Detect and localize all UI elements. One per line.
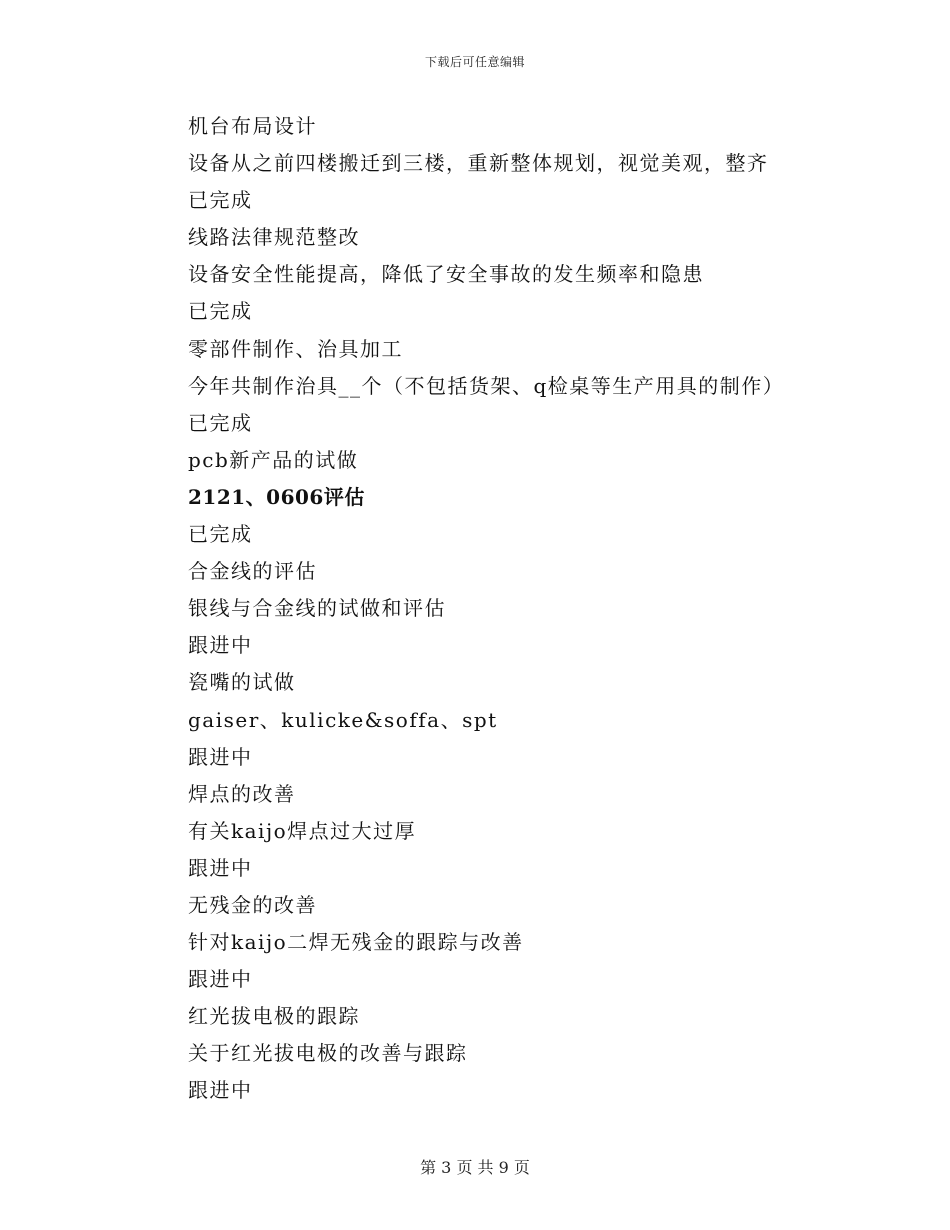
- text-line: 合金线的评估: [188, 559, 317, 584]
- text-line: 瓷嘴的试做: [188, 670, 296, 695]
- text-line: 跟进中: [188, 967, 253, 992]
- text-line: 跟进中: [188, 855, 253, 880]
- text-line: 已完成: [188, 522, 253, 547]
- text-line: 银线与合金线的试做和评估: [188, 596, 446, 621]
- document-body: [188, 108, 888, 1110]
- text-line: 机台布局设计: [188, 114, 317, 138]
- text-line: 跟进中: [188, 1078, 253, 1103]
- text-line: 无残金的改善: [188, 892, 317, 917]
- text-line: 零部件制作、治具加工: [188, 336, 403, 361]
- page-footer: 第 3 页 共 9 页: [420, 1158, 530, 1177]
- text-line: 已完成: [188, 188, 253, 213]
- text-line: gaiser、kulicke&soffa、spt: [188, 707, 498, 732]
- text-line: 已完成: [188, 299, 253, 324]
- page-header: 下载后可任意编辑: [424, 55, 525, 69]
- text-line: 已完成: [188, 410, 253, 435]
- text-line: 关于红光拔电极的改善与跟踪: [188, 1041, 468, 1066]
- text-line: 跟进中: [188, 633, 253, 658]
- text-line: 线路法律规范整改: [188, 225, 360, 250]
- text-line: 设备从之前四楼搬迁到三楼，重新整体规划，视觉美观，整齐: [188, 151, 769, 176]
- text-line-bold: 2121、0606评估: [188, 484, 365, 509]
- text-line: 跟进中: [188, 744, 253, 769]
- text-line: 有关kaijo焊点过大过厚: [188, 818, 417, 843]
- text-line: 焊点的改善: [188, 781, 296, 806]
- text-line: 红光拔电极的跟踪: [188, 1004, 360, 1029]
- text-line: pcb新产品的试做: [188, 447, 359, 472]
- text-line: 针对kaijo二焊无残金的跟踪与改善: [188, 930, 524, 955]
- text-line: 今年共制作治具__个（不包括货架、q检桌等生产用具的制作）: [188, 373, 785, 398]
- text-line: 设备安全性能提高，降低了安全事故的发生频率和隐患: [188, 262, 704, 287]
